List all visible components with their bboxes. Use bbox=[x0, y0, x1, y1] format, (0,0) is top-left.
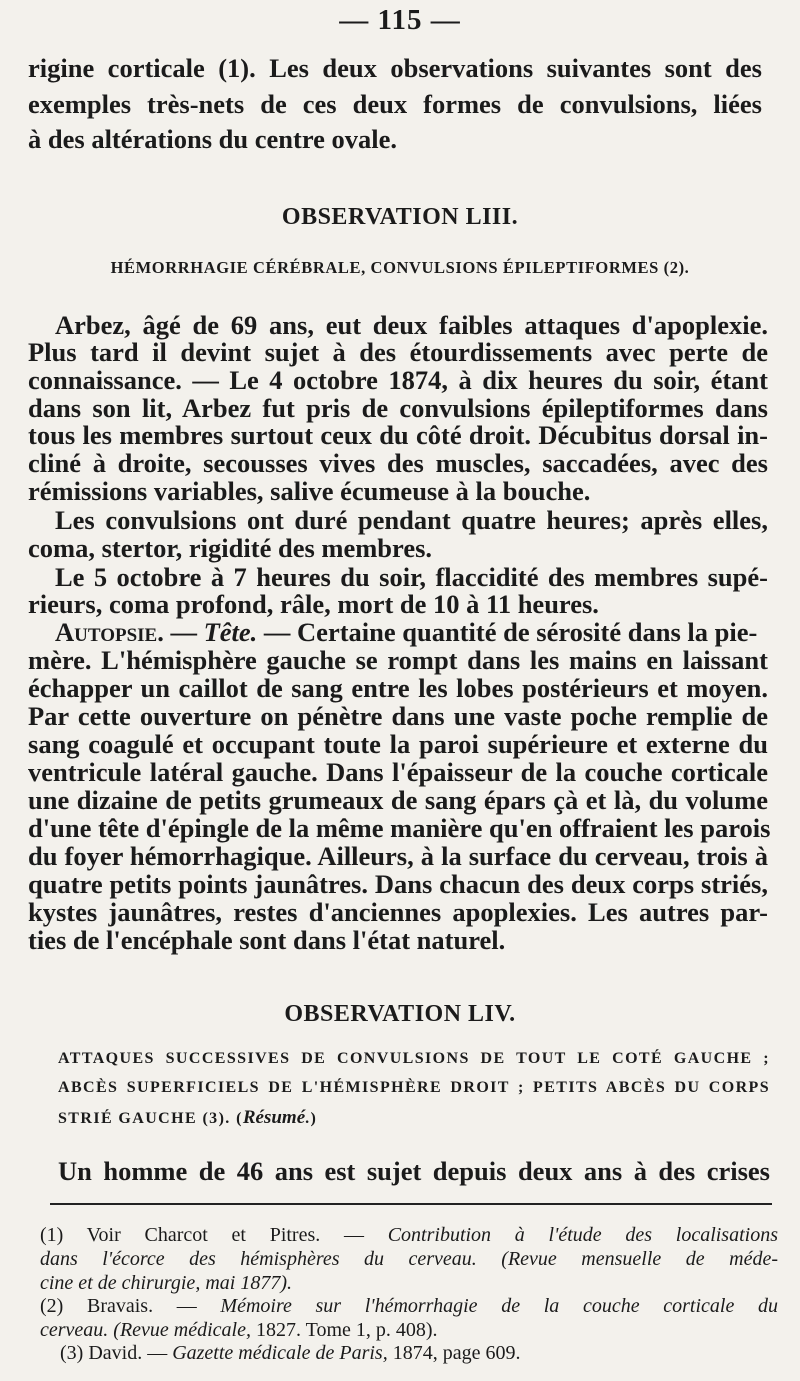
obs53-line-6: cliné à droite, secousses vives des muscles, saccadées, avec des bbox=[28, 448, 768, 478]
intro-line-1: rigine corticale (1). Les deux observations suivantes sont des bbox=[28, 53, 762, 83]
observation-54-subtitle-3 bbox=[58, 1107, 317, 1129]
obs54-first-line: Un homme de 46 ans est sujet depuis deux ans à des crises bbox=[58, 1156, 770, 1186]
subtitle-3-resume: Résumé bbox=[242, 1107, 306, 1128]
footnote-2-line-1 bbox=[40, 1295, 778, 1318]
subtitle-3-end: .) bbox=[305, 1110, 318, 1127]
obs53-line-3: connaissance. — Le 4 octobre 1874, à dix heures du soir, étant bbox=[28, 365, 768, 395]
obs53-line-1: Arbez, âgé de 69 ans, eut deux faibles attaques d'apoplexie. bbox=[55, 310, 768, 340]
footnote-1-line-1 bbox=[40, 1224, 778, 1247]
autopsy-line-4: Par cette ouverture on pénètre dans une vaste poche remplie de bbox=[28, 701, 768, 731]
observation-54-subtitle-2: ABCÈS SUPERFICIELS DE L'HÉMISPHÈRE DROIT ; PETITS ABCÈS DU CORPS bbox=[58, 1079, 770, 1096]
footnote-1-line-2: dans l'écorce des hémisphères du cerveau. (Revue mensuelle de méde- bbox=[40, 1248, 778, 1270]
autopsy-label: Autopsie. bbox=[55, 617, 164, 647]
autopsy-line-8: d'une tête d'épingle de la même manière qu'en offraient les parois bbox=[28, 813, 771, 843]
obs53-line-10: Le 5 octobre à 7 heures du soir, flaccidité des membres supé- bbox=[55, 562, 768, 592]
intro-line-2: exemples très-nets de ces deux formes de convulsions, liées bbox=[28, 89, 762, 119]
obs53-line-7: rémissions variables, salive écumeuse à la bouche. bbox=[28, 476, 591, 506]
footnote-2-title: Mémoire sur l'hémorrhagie de la couche corticale du bbox=[220, 1295, 778, 1317]
autopsy-line-3: échapper un caillot de sang entre les lobes postérieurs et moyen. bbox=[28, 673, 768, 703]
footnote-1-author: (1) Voir Charcot et Pitres. — bbox=[40, 1224, 388, 1246]
autopsy-line-2: mère. L'hémisphère gauche se rompt dans les mains en laissant bbox=[28, 645, 768, 675]
footnote-2-journal: cerveau. (Revue médicale, bbox=[40, 1319, 251, 1341]
observation-54-title: OBSERVATION LIV. bbox=[284, 1001, 516, 1027]
obs53-line-2: Plus tard il devint sujet à des étourdissements avec perte de bbox=[28, 337, 768, 367]
obs53-line-5: tous les membres surtout ceux du côté droit. Décubitus dorsal in- bbox=[28, 420, 768, 450]
intro-line-3: à des altérations du centre ovale. bbox=[28, 124, 397, 154]
autopsy-line-6: ventricule latéral gauche. Dans l'épaisseur de la couche corticale bbox=[28, 757, 768, 787]
observation-53-title: OBSERVATION LIII. bbox=[281, 204, 519, 230]
observation-53-subtitle: HÉMORRHAGIE CÉRÉBRALE, CONVULSIONS ÉPILEPTIFORMES (2). bbox=[110, 258, 690, 277]
obs53-line-8: Les convulsions ont duré pendant quatre heures; après elles, bbox=[55, 505, 768, 535]
autopsy-line-10: quatre petits points jaunâtres. Dans chacun des deux corps striés, bbox=[28, 869, 768, 899]
footnote-1-title: Contribution à l'étude des localisations bbox=[387, 1224, 778, 1246]
autopsy-first-text: — Certaine quantité de sérosité dans la pie- bbox=[257, 617, 758, 647]
autopsy-line-7: une dizaine de petits grumeaux de sang épars çà et là, du volume bbox=[28, 785, 768, 815]
autopsy-line-12: ties de l'encéphale sont dans l'état naturel. bbox=[28, 925, 506, 955]
footnote-3-journal: Gazette médicale de Paris, bbox=[172, 1342, 388, 1364]
footnote-rule bbox=[50, 1203, 772, 1205]
footnote-1-line-3: cine et de chirurgie, mai 1877). bbox=[40, 1272, 292, 1294]
obs53-line-9: coma, stertor, rigidité des membres. bbox=[28, 533, 433, 563]
obs53-line-11: rieurs, coma profond, râle, mort de 10 à 11 heures. bbox=[28, 589, 599, 619]
footnote-2-ref: 1827. Tome 1, p. 408). bbox=[251, 1319, 438, 1341]
page-number: — 115 — bbox=[339, 4, 461, 36]
autopsy-first-line bbox=[55, 617, 757, 648]
autopsy-tete: Tête. bbox=[203, 617, 258, 647]
footnote-3-ref: 1874, page 609. bbox=[387, 1342, 521, 1364]
observation-54-subtitle-1: ATTAQUES SUCCESSIVES DE CONVULSIONS DE TOUT LE COTÉ GAUCHE ; bbox=[58, 1050, 770, 1067]
autopsy-dash: — bbox=[163, 617, 204, 647]
subtitle-3-text: STRIÉ GAUCHE (3). ( bbox=[58, 1110, 243, 1127]
obs53-line-4: dans son lit, Arbez fut pris de convulsions épileptiformes dans bbox=[28, 393, 768, 423]
autopsy-line-11: kystes jaunâtres, restes d'anciennes apoplexies. Les autres par- bbox=[28, 897, 768, 927]
footnote-2-author: (2) Bravais. — bbox=[40, 1295, 221, 1317]
autopsy-line-5: sang coagulé et occupant toute la paroi supérieure et externe du bbox=[28, 729, 768, 759]
footnote-2-line-2 bbox=[40, 1319, 438, 1342]
footnote-3-author: (3) David. — bbox=[60, 1342, 173, 1364]
footnote-3 bbox=[60, 1342, 520, 1365]
autopsy-line-9: du foyer hémorrhagique. Ailleurs, à la surface du cerveau, trois à bbox=[28, 841, 768, 871]
